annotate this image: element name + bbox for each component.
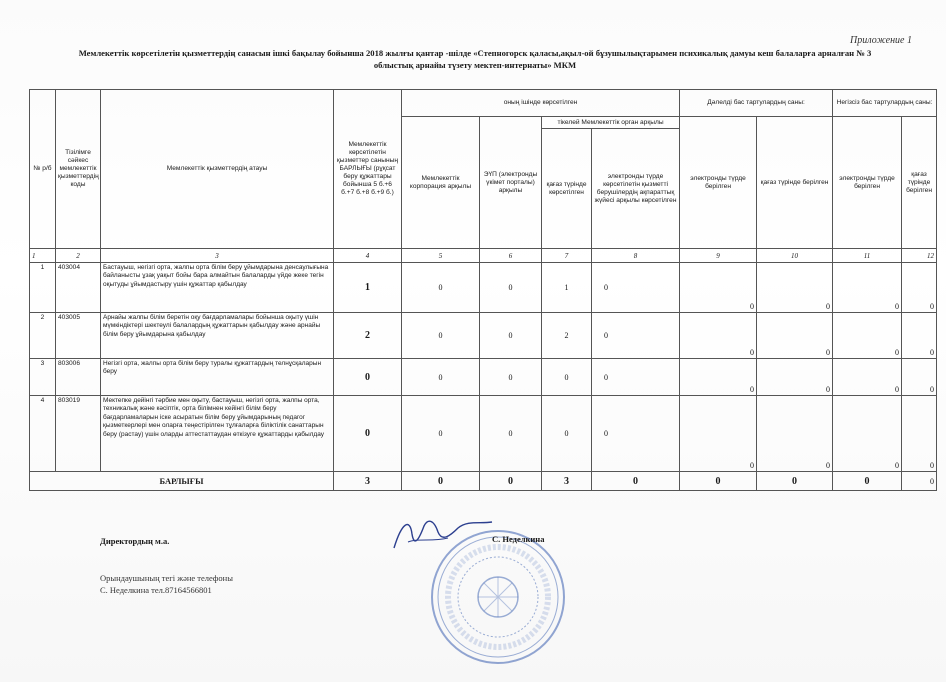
unjustified-paper-count: 0 [902,359,937,396]
paper-shown-count: 2 [542,313,592,359]
director-label: Директордың м.а. [100,536,170,546]
column-index: 10 [757,249,833,263]
header-justified-paper: қағаз түрінде берілген [757,117,833,249]
justified-electronic-count: 0 [680,396,757,472]
table-row [30,263,937,313]
unjustified-paper-count: 0 [902,263,937,313]
electronic-shown-count: 0 [592,359,680,396]
totals-unjustified-paper: 0 [902,472,937,491]
totals-justified-paper: 0 [757,472,833,491]
corp-count: 0 [402,396,480,472]
service-code: 403005 [56,313,101,359]
director-signature-icon [388,512,498,556]
director-name: С. Неделкина [492,534,545,544]
total-count: 0 [334,396,402,472]
appendix-label: Приложение 1 [850,35,912,46]
unjustified-electronic-count: 0 [833,263,902,313]
unjustified-electronic-count: 0 [833,313,902,359]
total-count: 1 [334,263,402,313]
corp-count: 0 [402,263,480,313]
corp-count: 0 [402,359,480,396]
justified-paper-count: 0 [757,359,833,396]
column-index: 6 [480,249,542,263]
column-index: 8 [592,249,680,263]
egov-count: 0 [480,396,542,472]
header-total: Мемлекеттік көрсетілетін қызметтер санының БАРЛЫҒЫ (рұқсат беру құжаттары бойынша 5 б.+6 б.+7 б.+8 б.+9 б.) [334,90,402,249]
total-count: 2 [334,313,402,359]
service-code: 403004 [56,263,101,313]
service-name: Бастауыш, негізгі орта, жалпы орта білім беру ұйымдарына денсаулығына байланысты ұзақ уақыт бойы бара алмайтын балаларды үйде жеке тегін оқытуды ұйымдастыру үшін құжаттар қабылдау [101,263,334,313]
service-name: Мектепке дейінгі тәрбие мен оқыту, бастауыш, негізгі орта, жалпы орта, техникалық және кәсіптік, орта білімнен кейінгі білім беру бағдарламаларын іске асыратын білім беру ұйымдарының педагог қызметкерлері мен оларға теңестірілген тұлғаларға біліктілік санаттарын беру (растау) үшін оларды аттестаттаудан өткізуге құжаттарды қабылдау [101,396,334,472]
totals-justified-electronic: 0 [680,472,757,491]
column-index: 3 [101,249,334,263]
column-index: 1 [30,249,56,263]
column-index: 9 [680,249,757,263]
justified-paper-count: 0 [757,263,833,313]
column-index: 5 [402,249,480,263]
document-title [20,47,930,71]
column-index: 12 [902,249,937,263]
column-index: 2 [56,249,101,263]
header-direct-state-body: тікелей Мемлекеттік орган арқылы [542,117,680,129]
justified-electronic-count: 0 [680,313,757,359]
totals-unjustified-electronic: 0 [833,472,902,491]
unjustified-paper-count: 0 [902,396,937,472]
totals-corp: 0 [402,472,480,491]
header-paper-shown: қағаз түрінде көрсетілген [542,129,592,249]
header-electronic-shown: электронды түрде көрсетілетін қызметті берушілердің ақпараттық жүйесі арқылы көрсетілген [592,129,680,249]
row-number: 3 [30,359,56,396]
totals-paper-shown: 3 [542,472,592,491]
column-index-row [30,249,937,263]
table-row [30,359,937,396]
service-name: Арнайы жалпы білім беретін оқу бағдарламалары бойынша оқыту үшін мүмкіндіктері шектеулі балалардың құжаттарын қабылдау және арнайы білім беру ұйымдарына қабылдау [101,313,334,359]
egov-count: 0 [480,313,542,359]
header-justified-refusals: Дәлелді бас тартулардың саны: [680,90,833,117]
paper-shown-count: 0 [542,359,592,396]
unjustified-paper-count: 0 [902,313,937,359]
header-num: № р/б [30,90,56,249]
egov-count: 0 [480,263,542,313]
table-row [30,396,937,472]
row-number: 1 [30,263,56,313]
header-including: оның ішінде көрсетілген [402,90,680,117]
electronic-shown-count: 0 [592,313,680,359]
header-justified-electronic: электронды түрде берілген [680,117,757,249]
service-code: 803019 [56,396,101,472]
executor-contact: С. Неделкина тел.87164566801 [100,585,212,595]
document-title-line-1: Мемлекеттік көрсетілетін қызметтердің санасын ішкі бақылау бойынша 2018 жылғы қантар -шілде «Степногорск қаласы,ақыл-ой бұзушылықтарымен психикалық дамуы кеш балаларға арналған № 3 [78,48,872,58]
service-code: 803006 [56,359,101,396]
electronic-shown-count: 0 [592,396,680,472]
header-unjustified-paper: қағаз түрінде берілген [902,117,937,249]
column-index: 4 [334,249,402,263]
totals-row [30,472,937,491]
services-report-table [29,89,937,491]
unjustified-electronic-count: 0 [833,396,902,472]
row-number: 2 [30,313,56,359]
totals-electronic-shown: 0 [592,472,680,491]
corp-count: 0 [402,313,480,359]
table-row [30,313,937,359]
totals-label: БАРЛЫҒЫ [30,472,334,491]
service-name: Негізгі орта, жалпы орта білім беру туралы құжаттардың телнұсқаларын беру [101,359,334,396]
total-count: 0 [334,359,402,396]
justified-paper-count: 0 [757,396,833,472]
electronic-shown-count: 0 [592,263,680,313]
paper-shown-count: 1 [542,263,592,313]
header-unjustified-electronic: электронды түрде берілген [833,117,902,249]
justified-electronic-count: 0 [680,263,757,313]
paper-shown-count: 0 [542,396,592,472]
egov-count: 0 [480,359,542,396]
totals-egov: 0 [480,472,542,491]
header-state-corporation: Мемлекеттік корпорация арқылы [402,117,480,249]
row-number: 4 [30,396,56,472]
justified-electronic-count: 0 [680,359,757,396]
header-name: Мемлекеттік қызметтердің атауы [101,90,334,249]
header-unjustified-refusals: Негізсіз бас тартулардың саны: [833,90,937,117]
header-egov-portal: ЭҮП (электронды үкімет порталы) арқылы [480,117,542,249]
totals-total: 3 [334,472,402,491]
header-code: Тізілімге сәйкес мемлекеттік қызметтердің коды [56,90,101,249]
unjustified-electronic-count: 0 [833,359,902,396]
document-title-line-2: облыстық арнайы түзету мектеп-интернаты» МКМ [373,60,577,70]
executor-label: Орындаушының тегі және телефоны [100,573,233,583]
column-index: 11 [833,249,902,263]
column-index: 7 [542,249,592,263]
justified-paper-count: 0 [757,313,833,359]
